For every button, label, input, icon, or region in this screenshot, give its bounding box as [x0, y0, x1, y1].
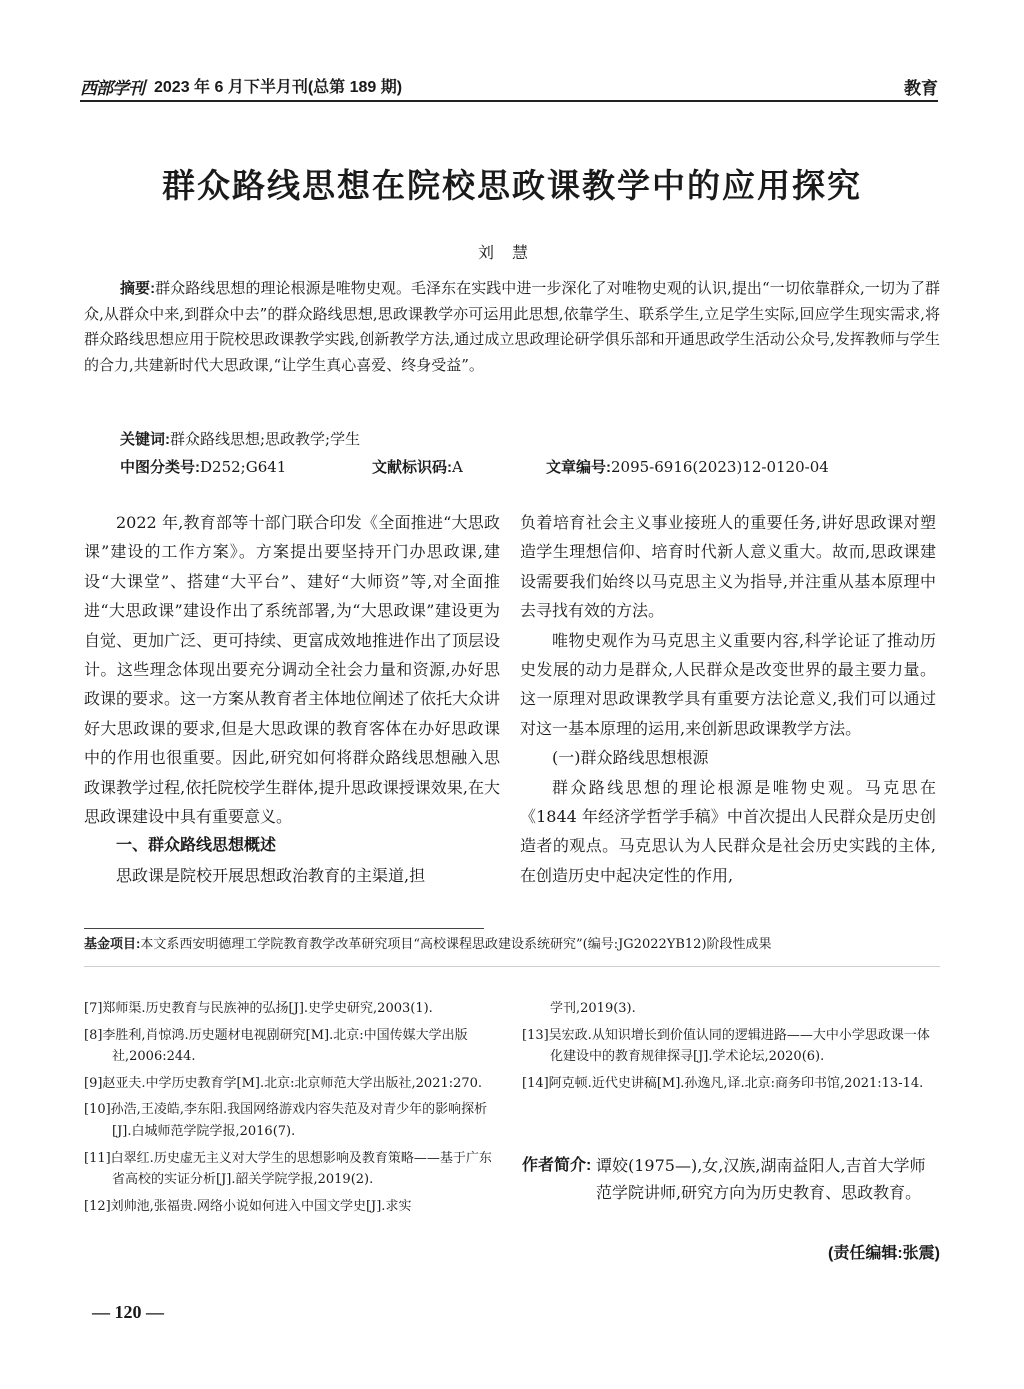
references-left [84, 998, 504, 1222]
body-paragraph: 群众路线思想的理论根源是唯物史观。马克思在《1844 年经济学哲学手稿》中首次提出人民群众是历史创造者的观点。马克思认为人民群众是社会历史实践的主体,在创造历史中起决定性的作用, [520, 777, 936, 885]
reference-item: [11]白翠红.历史虚无主义对大学生的思想影响及教育策略——基于广东省高校的实证分析[J].韶关学院学报,2019(2). [84, 1150, 492, 1188]
section-heading: 一、群众路线思想概述 [116, 837, 277, 855]
body-paragraph: 负着培育社会主义事业接班人的重要任务,讲好思政课对塑造学生理想信仰、培育时代新人意义重大。故而,思政课建设需要我们始终以马克思主义为指导,并注重从基本原理中去寻找有效的方法。 [520, 513, 936, 621]
article-author: 刘慧 [477, 243, 546, 262]
subsection-heading: (一)群众路线思想根源 [552, 748, 709, 768]
responsible-editor: (责任编辑:张震) [828, 1245, 940, 1262]
reference-continuation: 学刊,2019(3). [550, 1001, 636, 1016]
body-paragraph: 唯物史观作为马克思主义重要内容,科学论证了推动历史发展的动力是群众,人民群众是改变世界的最主要力量。这一原理对思政课教学具有重要方法论意义,我们可以通过对这一基本原理的运用,来创新思政课教学方法。 [520, 630, 936, 738]
keywords-text: 群众路线思想;思政教学;学生 [170, 430, 361, 448]
reference-item: [7]郑师渠.历史教育与民族神的弘扬[J].史学史研究,2003(1). [84, 1001, 433, 1016]
reference-item: [9]赵亚夫.中学历史教育学[M].北京:北京师范大学出版社,2021:270. [84, 1075, 483, 1091]
author-bio-text: 谭姣(1975—),女,汉族,湖南益阳人,吉首大学师范学院讲师,研究方向为历史教育、思政教育。 [596, 1156, 926, 1202]
abstract-text: 群众路线思想的理论根源是唯物史观。毛泽东在实践中进一步深化了对唯物史观的认识,提出“一切依靠群众,一切为了群众,从群众中来,到群众中去”的群众路线思想,思政课教学亦可运用此思想,依靠学生、联系学生,立足学生实际,回应学生现实需求,将群众路线思想应用于院校思政课教学实践,创新教学方法,通过成立思政理论研学俱乐部和开通思政学生活动公众号,发挥教师与学生的合力,共建新时代大思政课,“让学生真心喜爱、终身受益”。 [84, 279, 941, 374]
reference-item: [14]阿克顿.近代史讲稿[M].孙逸凡,译.北京:商务印书馆,2021:13-14. [522, 1075, 924, 1091]
page-divider [84, 966, 940, 967]
abstract-label: 摘要: [120, 280, 156, 297]
references-right [522, 998, 942, 1099]
article-title: 群众路线思想在院校思政课教学中的应用探究 [162, 166, 862, 205]
reference-item: [12]刘帅池,张福贵.网络小说如何进入中国文学史[J].求实 [84, 1198, 412, 1214]
body-paragraph: 思政课是院校开展思想政治教育的主渠道,担 [116, 865, 426, 885]
reference-item: [10]孙浩,王凌皓,李东阳.我国网络游戏内容失范及对青少年的影响探析[J].白城师范学院学报,2016(7). [84, 1102, 488, 1139]
article-number-label: 文章编号: [546, 459, 611, 476]
journal-logo: 西部学刊 [80, 79, 144, 99]
clc-label: 中图分类号: [120, 459, 200, 476]
classification-line [120, 456, 880, 478]
page-number: — 120 — [92, 1302, 164, 1322]
journal-issue: 2023 年 6 月下半月刊(总第 189 期) [154, 79, 403, 96]
fund-label: 基金项目: [84, 936, 141, 951]
section-tag: 教育 [904, 79, 938, 98]
reference-item: [13]吴宏政.从知识增长到价值认同的逻辑进路——大中小学思政课一体化建设中的教育规律探寻[J].学术论坛,2020(6). [522, 1027, 930, 1065]
keywords-label: 关键词: [120, 431, 170, 448]
body-column-left [84, 508, 500, 890]
clc-value: D252;G641 [200, 458, 287, 476]
abstract [84, 276, 940, 378]
footnote-rule [84, 928, 484, 929]
body-column-right [520, 508, 936, 890]
clc-group [120, 456, 286, 477]
article-number-group [546, 456, 829, 477]
doc-code-group [372, 456, 463, 477]
fund-text: 本文系西安明德理工学院教育教学改革研究项目“高校课程思政建设系统研究”(编号:JG2022YB12)阶段性成果 [140, 937, 772, 952]
fund-note [84, 934, 940, 955]
author-bio-label: 作者简介: [522, 1157, 592, 1174]
doc-code-label: 文献标识码: [372, 459, 452, 476]
body-paragraph: 2022 年,教育部等十部门联合印发《全面推进“大思政课”建设的工作方案》。方案提出要坚持开门办思政课,建设“大课堂”、搭建“大平台”、建好“大师资”等,对全面推进“大思政课”建设作出了系统部署,为“大思政课”建设更为自觉、更加广泛、更可持续、更富成效地推进作出了顶层设计。这些理念体现出要充分调动全社会力量和资源,办好思政课的要求。这一方案从教育者主体地位阐述了依托大众讲好大思政课的要求,但是大思政课的教育客体在办好思政课中的作用也很重要。因此,研究如何将群众路线思想融入思政课教学过程,依托院校学生群体,提升思政课授课效果,在大思政课建设中具有重要意义。 [84, 513, 501, 827]
article-number-value: 2095-6916(2023)12-0120-04 [611, 458, 829, 476]
doc-code-value: A [452, 458, 463, 476]
reference-item: [8]李胜利,肖惊鸿.历史题材电视剧研究[M].北京:中国传媒大学出版社,2006:244. [84, 1027, 468, 1065]
keywords [120, 428, 360, 449]
header-rule [80, 100, 938, 102]
